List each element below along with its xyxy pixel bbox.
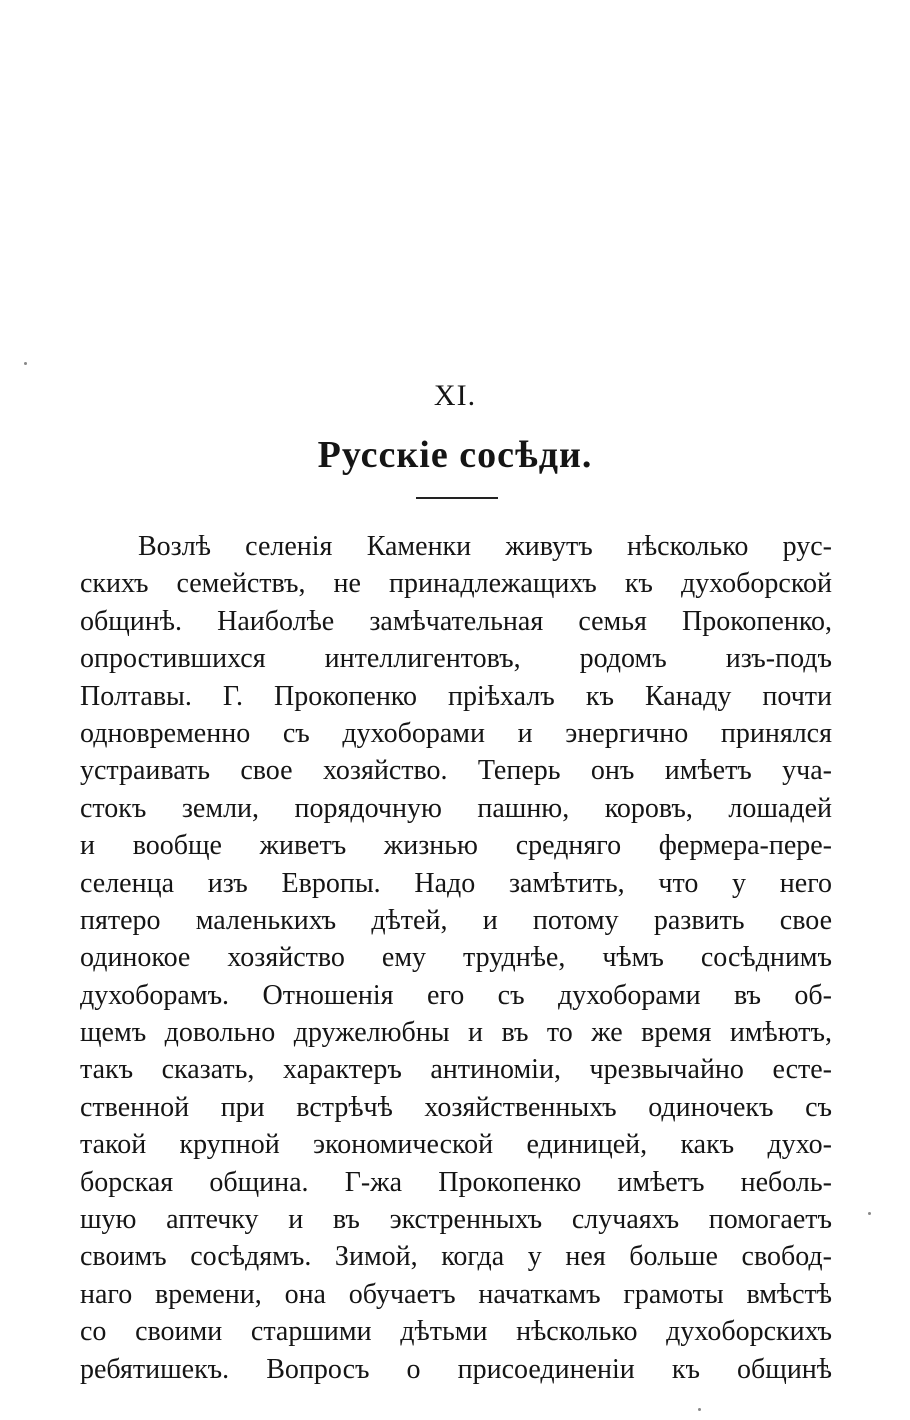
text-line: скихъ семействъ, не принадлежащихъ къ духоборской <box>80 568 832 600</box>
text-line: такъ сказать, характеръ антиноміи, чрезвычайно есте- <box>80 1054 832 1086</box>
chapter-number: XI. <box>433 379 477 412</box>
text-line: борская община. Г-жа Прокопенко имѣетъ неболь- <box>80 1166 832 1198</box>
title-divider <box>416 497 498 499</box>
scan-speck <box>868 1212 871 1215</box>
text-line: духоборамъ. Отношенія его съ духоборами въ об- <box>80 979 832 1011</box>
scan-speck <box>698 1408 701 1411</box>
chapter-title: Русскіе сосѣди. <box>317 434 593 476</box>
text-line: опростившихся интеллигентовъ, родомъ изъ-подъ <box>80 643 832 675</box>
text-line: стокъ земли, порядочную пашню, коровъ, лошадей <box>80 792 832 824</box>
text-line: щемъ довольно дружелюбны и въ то же время имѣютъ, <box>80 1017 832 1049</box>
text-line: своимъ сосѣдямъ. Зимой, когда у нея больше свобод- <box>80 1241 832 1273</box>
text-line: устраивать свое хозяйство. Теперь онъ имѣетъ уча- <box>80 755 832 787</box>
text-line: со своими старшими дѣтьми нѣсколько духоборскихъ <box>80 1316 832 1348</box>
text-line: такой крупной экономической единицей, какъ духо- <box>80 1129 832 1161</box>
text-line: общинѣ. Наиболѣе замѣчательная семья Прокопенко, <box>80 605 832 637</box>
text-line: наго времени, она обучаетъ начаткамъ грамоты вмѣстѣ <box>80 1278 832 1310</box>
text-line: пятеро маленькихъ дѣтей, и потому развить свое <box>80 904 832 936</box>
text-line: Полтавы. Г. Прокопенко пріѣхалъ къ Канаду почти <box>80 680 832 712</box>
text-line: одновременно съ духоборами и энергично принялся <box>80 717 832 749</box>
text-line: ственной при встрѣчѣ хозяйственныхъ одиночекъ съ <box>80 1091 832 1123</box>
text-line: шую аптечку и въ экстренныхъ случаяхъ помогаетъ <box>80 1204 832 1236</box>
text-line: ребятишекъ. Вопросъ о присоединеніи къ общинѣ <box>80 1353 832 1385</box>
text-line: Возлѣ селенія Каменки живутъ нѣсколько рус- <box>138 531 832 562</box>
scan-speck <box>24 362 27 365</box>
text-line: и вообще живетъ жизнью средняго фермера-пере- <box>80 830 832 862</box>
text-line: одинокое хозяйство ему труднѣе, чѣмъ сосѣднимъ <box>80 942 832 974</box>
body-paragraph <box>80 528 832 1388</box>
text-line: селенца изъ Европы. Надо замѣтить, что у него <box>80 867 832 899</box>
